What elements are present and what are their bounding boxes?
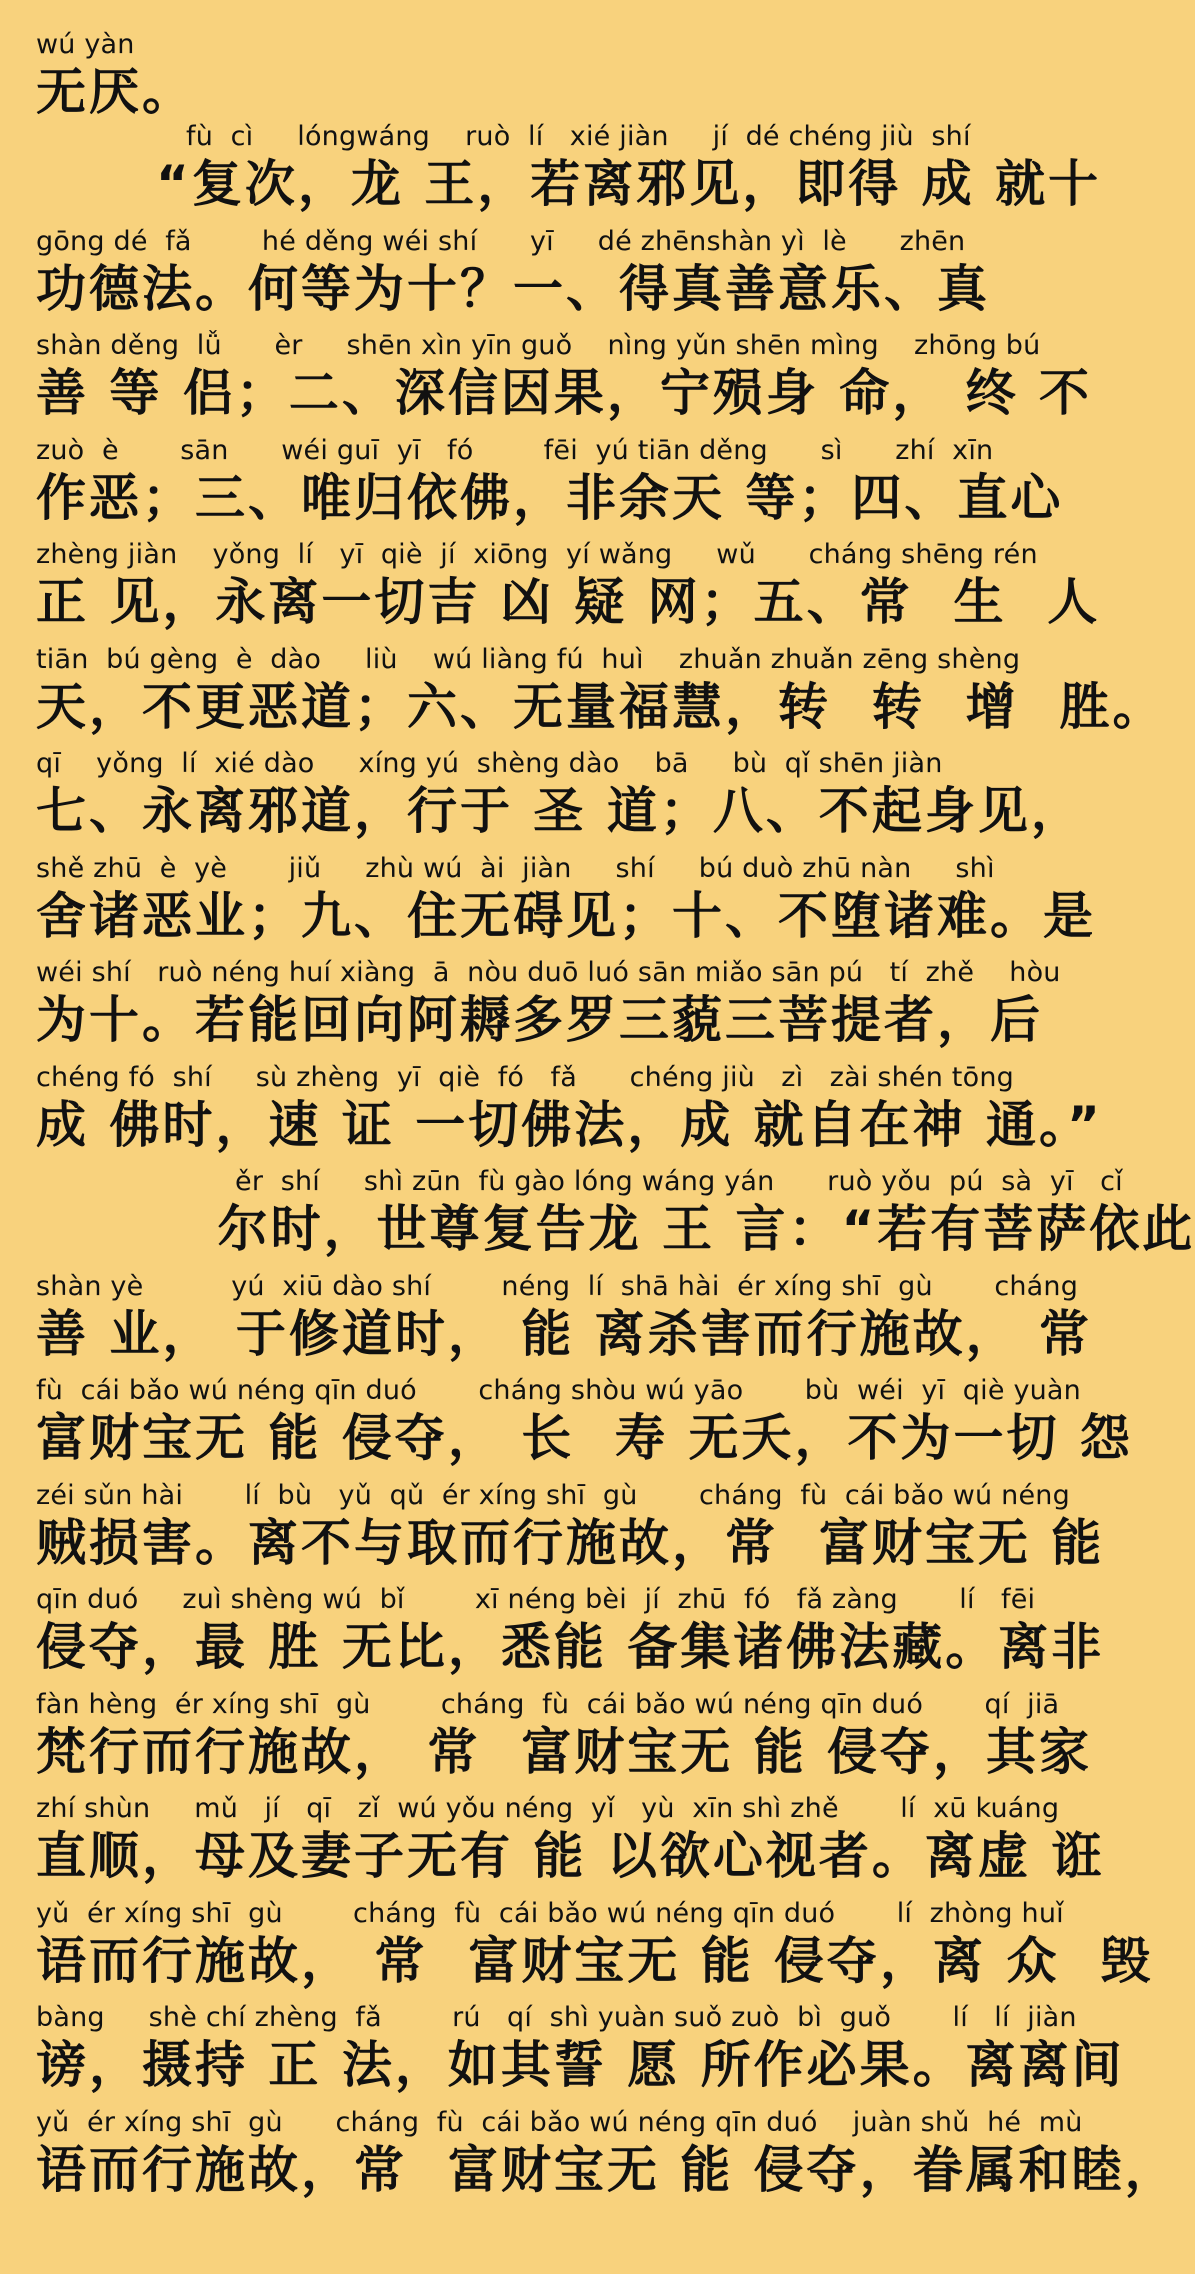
pinyin-line: ěr shí shì zūn fù gào lóng wáng yán ruò yǒu pú sà yī cǐ: [156, 1166, 1123, 1197]
text-line-6: [36, 538, 1101, 643]
text-line-11: [36, 1061, 1103, 1166]
text-line-13: [36, 1270, 1093, 1375]
hanzi-line: 语而行施故， 常 富财宝无 能 侵夺，离 众 毁: [36, 1931, 1154, 1990]
hanzi-line: 为十。若能回向阿耨多罗三藐三菩提者，后: [36, 991, 1043, 1049]
hanzi-line: 舍诸恶业；九、住无碍见；十、不堕诸难。是: [36, 886, 1096, 945]
pinyin-line: shàn yè yú xiū dào shí néng lí shā hài ér xíng shī gù cháng: [36, 1270, 1079, 1302]
hanzi-line: 功德法。何等为十？一、得真善意乐、真: [36, 259, 990, 318]
text-line-20: [36, 2001, 1125, 2106]
hanzi-line: 直顺，母及妻子无有 能 以欲心视者。离虚 诳: [36, 1827, 1105, 1885]
text-line-8: [36, 747, 1084, 852]
hanzi-line: 富财宝无 能 侵夺， 长 寿 无夭，不为一切 怨: [36, 1409, 1133, 1467]
pinyin-line: fàn hèng ér xíng shī gù cháng fù cái bǎo wú néng qīn duó qí jiā: [36, 1688, 1060, 1720]
pinyin-line: qī yǒng lí xié dào xíng yú shèng dào bā bù qǐ shēn jiàn: [36, 748, 943, 779]
pinyin-line: shě zhū è yè jiǔ zhù wú ài jiàn shí bú duò zhū nàn shì: [36, 852, 995, 884]
text-line-17: [36, 1688, 1093, 1793]
pinyin-line: tiān bú gèng è dào liù wú liàng fú huì zhuǎn zhuǎn zēng shèng: [36, 643, 1021, 675]
pinyin-line: gōng dé fǎ hé děng wéi shí yī dé zhēnshàn yì lè zhēn: [36, 225, 966, 257]
pinyin-line: yǔ ér xíng shī gù cháng fù cái bǎo wú néng qīn duó lí zhòng huǐ: [36, 1897, 1064, 1929]
hanzi-line: 成 佛时，速 证 一切佛法，成 就自在神 通。”: [36, 1095, 1103, 1154]
text-line-4: [36, 329, 1093, 434]
hanzi-line: 贼损害。离不与取而行施故，常 富财宝无 能: [36, 1513, 1105, 1572]
text-line-1: [36, 28, 1044, 120]
pinyin-line: zéi sǔn hài lí bù yǔ qǔ ér xíng shī gù cháng fù cái bǎo wú néng: [36, 1479, 1070, 1511]
pinyin-line: fù cì lóngwáng ruò lí xié jiàn jí dé chéng jiù shí: [186, 121, 971, 152]
hanzi-line: 尔时，世尊复告龙 王 言：“若有菩萨依此: [136, 1200, 1195, 1258]
text-line-12: [36, 1165, 1195, 1270]
hanzi-line: 谤，摄持 正 法，如其誓 愿 所作必果。离离间: [36, 2036, 1125, 2094]
text-line-5: [36, 434, 1064, 539]
pinyin-line: fù cái bǎo wú néng qīn duó cháng shòu wú yāo bù wéi yī qiè yuàn: [36, 1375, 1081, 1406]
hanzi-line: 天，不更恶道；六、无量福慧，转 转 增 胜。: [36, 677, 1166, 736]
text-line-19: [36, 1897, 1154, 2002]
pinyin-line: zhí shùn mǔ jí qī zǐ wú yǒu néng yǐ yù xīn shì zhě lí xū kuáng: [36, 1793, 1060, 1824]
text-line-2: [36, 120, 1102, 225]
text-line-16: [36, 1583, 1105, 1688]
hanzi-line: 善 等 侣；二、深信因果，宁殒身 命， 终 不: [36, 364, 1093, 422]
text-line-9: [36, 852, 1096, 957]
pinyin-line: qīn duó zuì shèng wú bǐ xī néng bèi jí zhū fó fǎ zàng lí fēi: [36, 1584, 1036, 1615]
hanzi-line: 正 见，永离一切吉 凶 疑 网；五、常 生 人: [36, 573, 1101, 631]
hanzi-line: 善 业， 于修道时， 能 离杀害而行施故， 常: [36, 1304, 1093, 1363]
text-line-18: [36, 1792, 1105, 1897]
pinyin-line: bàng shè chí zhèng fǎ rú qí shì yuàn suǒ zuò bì guǒ lí lí jiàn: [36, 2002, 1077, 2033]
pinyin-line: yǔ ér xíng shī gù cháng fù cái bǎo wú néng qīn duó juàn shǔ hé mù: [36, 2106, 1083, 2138]
text-line-14: [36, 1374, 1133, 1479]
text-line-15: [36, 1479, 1105, 1584]
hanzi-line: 无厌。: [36, 63, 195, 121]
hanzi-line: 梵行而行施故， 常 富财宝无 能 侵夺，其家: [36, 1722, 1093, 1781]
text-line-7: [36, 643, 1166, 748]
pinyin-line: wú yàn: [36, 29, 135, 60]
text-line-3: [36, 225, 1044, 330]
text-line-10: [36, 956, 1061, 1061]
pinyin-line: zuò è sān wéi guī yī fó fēi yú tiān děng sì zhí xīn: [36, 434, 994, 466]
hanzi-line: 语而行施故，常 富财宝无 能 侵夺，眷属和睦，: [36, 2140, 1178, 2199]
pinyin-line: chéng fó shí sù zhèng yī qiè fó fǎ chéng jiù zì zài shén tōng: [36, 1061, 1014, 1093]
hanzi-line: 七、永离邪道，行于 圣 道；八、不起身见，: [36, 782, 1084, 840]
pinyin-line: wéi shí ruò néng huí xiàng ā nòu duō luó sān miǎo sān pú tí zhě hòu: [36, 957, 1061, 988]
hanzi-line: “复次，龙 王，若离邪见，即得 成 就十: [156, 155, 1102, 213]
text-line-21: [36, 2106, 1178, 2211]
hanzi-line: 侵夺，最 胜 无比，悉能 备集诸佛法藏。离非: [36, 1618, 1105, 1676]
pinyin-line: zhèng jiàn yǒng lí yī qiè jí xiōng yí wǎng wǔ cháng shēng rén: [36, 539, 1038, 570]
hanzi-line: 作恶；三、唯归依佛，非余天 等；四、直心: [36, 468, 1064, 527]
pinyin-line: shàn děng lǚ èr shēn xìn yīn guǒ nìng yǔn shēn mìng zhōng bú: [36, 330, 1041, 361]
